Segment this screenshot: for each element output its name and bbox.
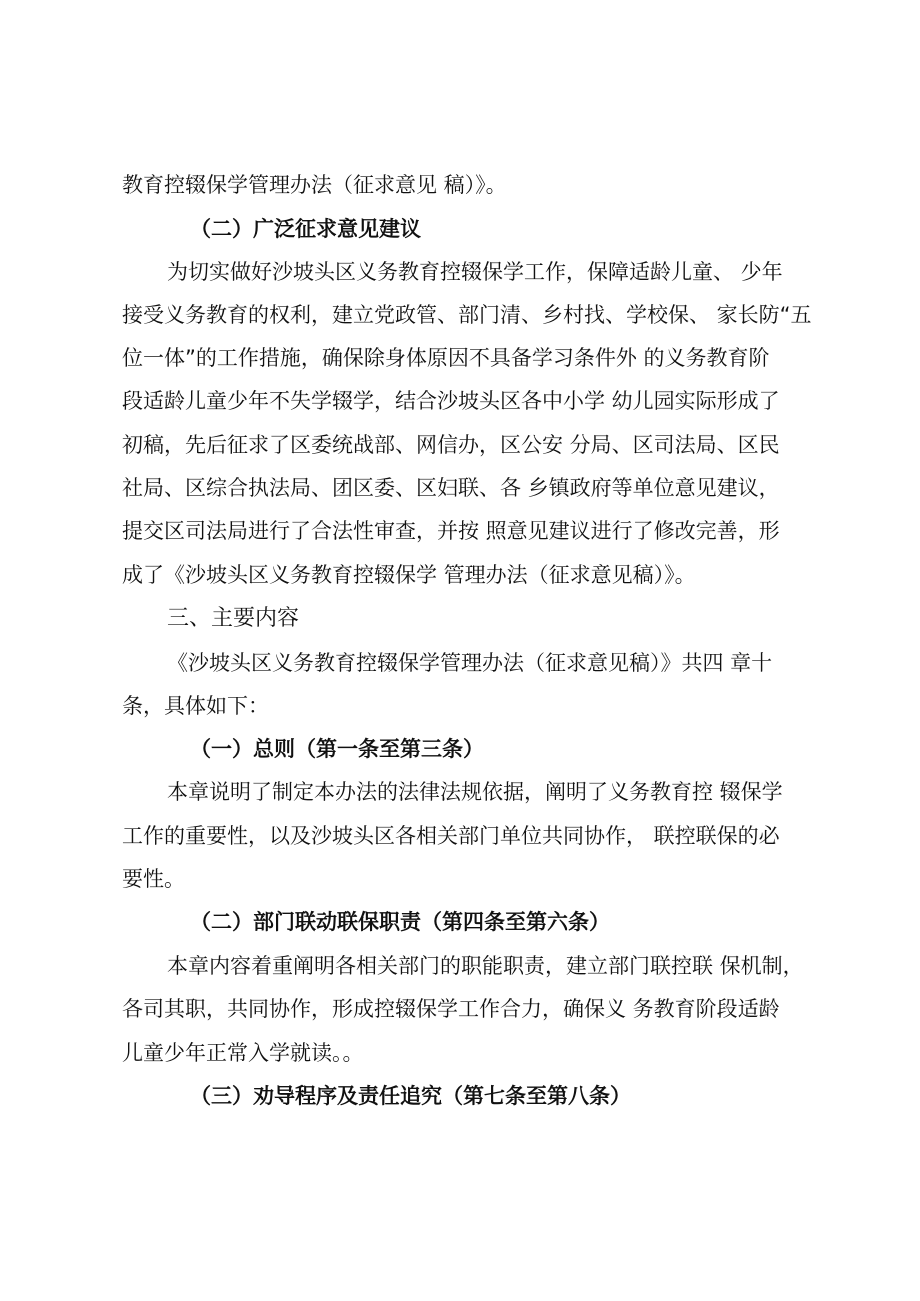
paragraph-line: 条，具体如下：: [122, 694, 269, 718]
section-heading: 三、主要内容: [167, 606, 300, 631]
subsection-heading: （一）总则（第一条至第三条）: [190, 737, 484, 761]
paragraph-line: 工作的重要性，以及沙坡头区各相关部门单位共同协作， 联控联保的必: [122, 824, 780, 848]
paragraph-line: 社局、区综合执法局、团区委、区妇联、各 乡镇政府等单位意见建议，: [122, 476, 780, 500]
subsection-heading: （三）劝导程序及责任追究（第七条至第八条）: [190, 1084, 631, 1108]
paragraph-line: 初稿，先后征求了区委统战部、网信办，区公安 分局、区司法局、区民: [122, 433, 780, 457]
paragraph-line: 位一体”的工作措施，确保除身体原因不具备学习条件外 的义务教育阶: [122, 346, 770, 370]
paragraph-line: 本章内容着重阐明各相关部门的职能职责，建立部门联控联 保机制，: [167, 954, 804, 978]
paragraph-line: 提交区司法局进行了合法性审查，并按 照意见建议进行了修改完善，形: [122, 519, 780, 543]
text-line: 教育控辍保学管理办法（征求意见 稿）》。: [122, 173, 507, 197]
subsection-heading: （二）广泛征求意见建议: [190, 217, 421, 241]
paragraph-line: 接受义务教育的权利，建立党政管、部门清、乡村找、学校保、 家长防“五: [122, 303, 812, 327]
paragraph-line: 儿童少年正常入学就读。。: [122, 1041, 364, 1065]
paragraph-line: 《沙坡头区义务教育控辍保学管理办法（征求意见稿）》共四 章十: [167, 651, 773, 675]
paragraph-line: 各司其职，共同协作，形成控辍保学工作合力，确保义 务教育阶段适龄: [122, 997, 780, 1021]
paragraph-line: 为切实做好沙坡头区义务教育控辍保学工作，保障适龄儿童、 少年: [167, 260, 783, 284]
subsection-heading: （二）部门联动联保职责（第四条至第六条）: [190, 910, 610, 934]
paragraph-line: 段适龄儿童少年不失学辍学，结合沙坡头区各中小学 幼儿园实际形成了: [122, 389, 780, 413]
paragraph-line: 要性。: [122, 867, 185, 891]
paragraph-line: 本章说明了制定本办法的法律法规依据，阐明了义务教育控 辍保学: [167, 780, 783, 804]
paragraph-line: 成了《沙坡头区义务教育控辍保学 管理办法（征求意见稿）》。: [122, 563, 696, 587]
